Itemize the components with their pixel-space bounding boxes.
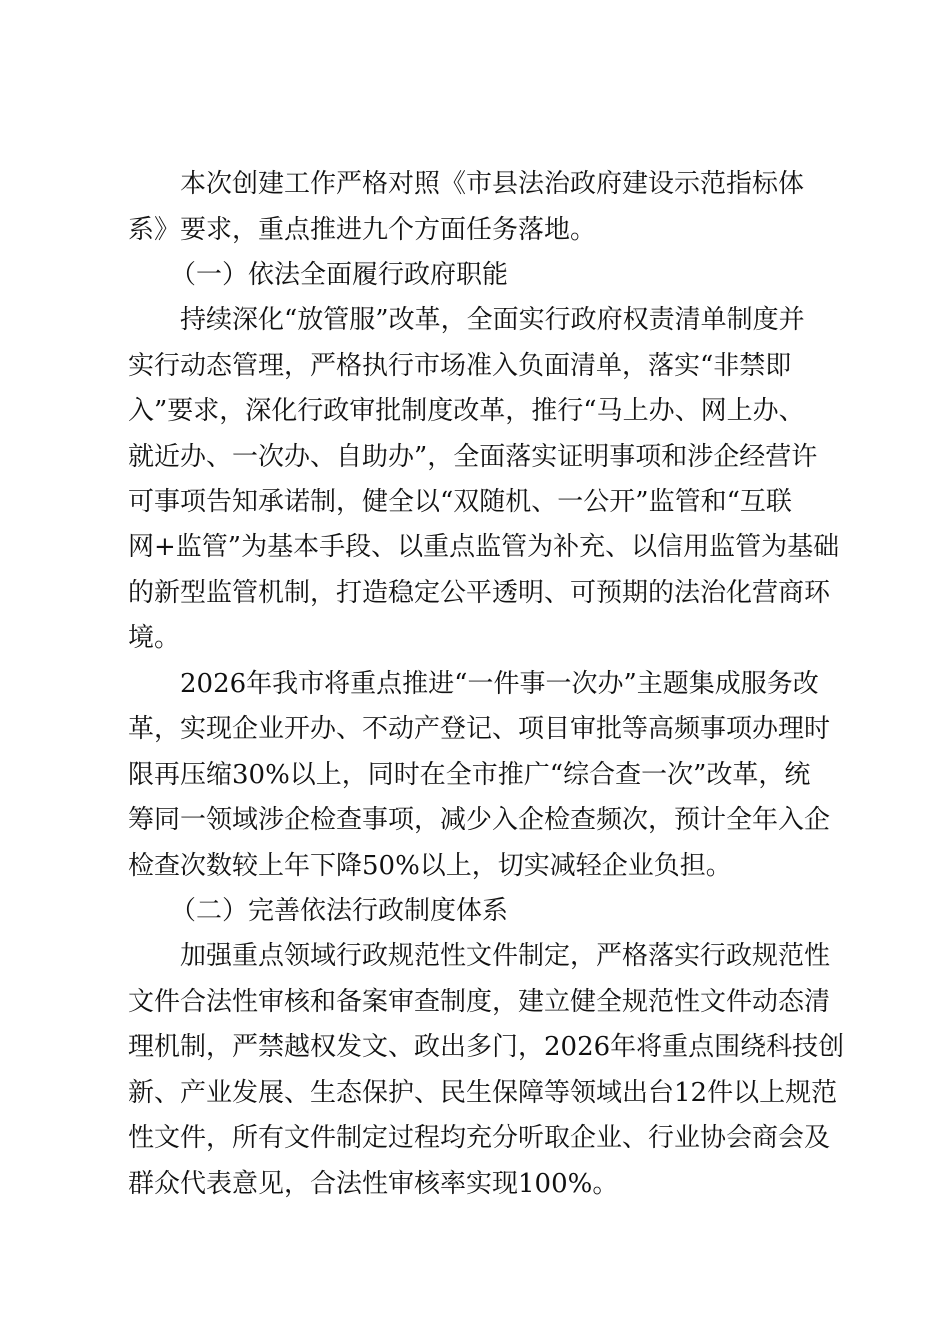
- line-text: 性文件，所有文件制定过程均充分听取企业、行业协会商会及: [128, 1123, 831, 1153]
- line-text: 入”要求，深化行政审批制度改革，推行“马上办、网上办、: [128, 396, 805, 426]
- line-text: 可事项告知承诺制，健全以“双随机、一公开”监管和“互联: [128, 487, 792, 517]
- line-text: 检查次数较上年下降50%以上，切实减轻企业负担。: [128, 851, 732, 881]
- line-text: 筹同一领域涉企检查事项，减少入企检查频次，预计全年入企: [128, 805, 831, 835]
- line-text: 群众代表意见，合法性审核率实现100%。: [128, 1169, 619, 1199]
- line-text: 的新型监管机制，打造稳定公平透明、可预期的法治化营商环: [128, 578, 831, 608]
- line-text: 就近办、一次办、自助办”，全面落实证明事项和涉企经营许: [128, 442, 818, 472]
- heading-text: （二）完善依法行政制度体系: [170, 896, 509, 926]
- line-text: 理机制，严禁越权发文、政出多门，2026年将重点围绕科技创: [128, 1032, 845, 1062]
- line-text: 文件合法性审核和备案审查制度，建立健全规范性文件动态清: [128, 987, 831, 1017]
- line-text: 网+监管”为基本手段、以重点监管为补充、以信用监管为基础: [128, 532, 840, 562]
- line-text: 本次创建工作严格对照《市县法治政府建设示范指标体: [180, 169, 805, 199]
- line-text: 限再压缩30%以上，同时在全市推广“综合查一次”改革，统: [128, 760, 811, 790]
- line-text: 持续深化“放管服”改革，全面实行政府权责清单制度并: [180, 305, 805, 335]
- line-text: 系》要求，重点推进九个方面任务落地。: [128, 215, 597, 245]
- line-text: 2026年我市将重点推进“一件事一次办”主题集成服务改: [180, 669, 819, 699]
- line-text: 实行动态管理，严格执行市场准入负面清单，落实“非禁即: [128, 351, 792, 381]
- line-text: 境。: [128, 623, 181, 653]
- heading-text: （一）依法全面履行政府职能: [170, 260, 509, 290]
- line-text: 加强重点领域行政规范性文件制定，严格落实行政规范性: [180, 941, 831, 971]
- line-text: 新、产业发展、生态保护、民生保障等领域出台12件以上规范: [128, 1078, 838, 1108]
- line-text: 革，实现企业开办、不动产登记、项目审批等高频事项办理时: [128, 714, 831, 744]
